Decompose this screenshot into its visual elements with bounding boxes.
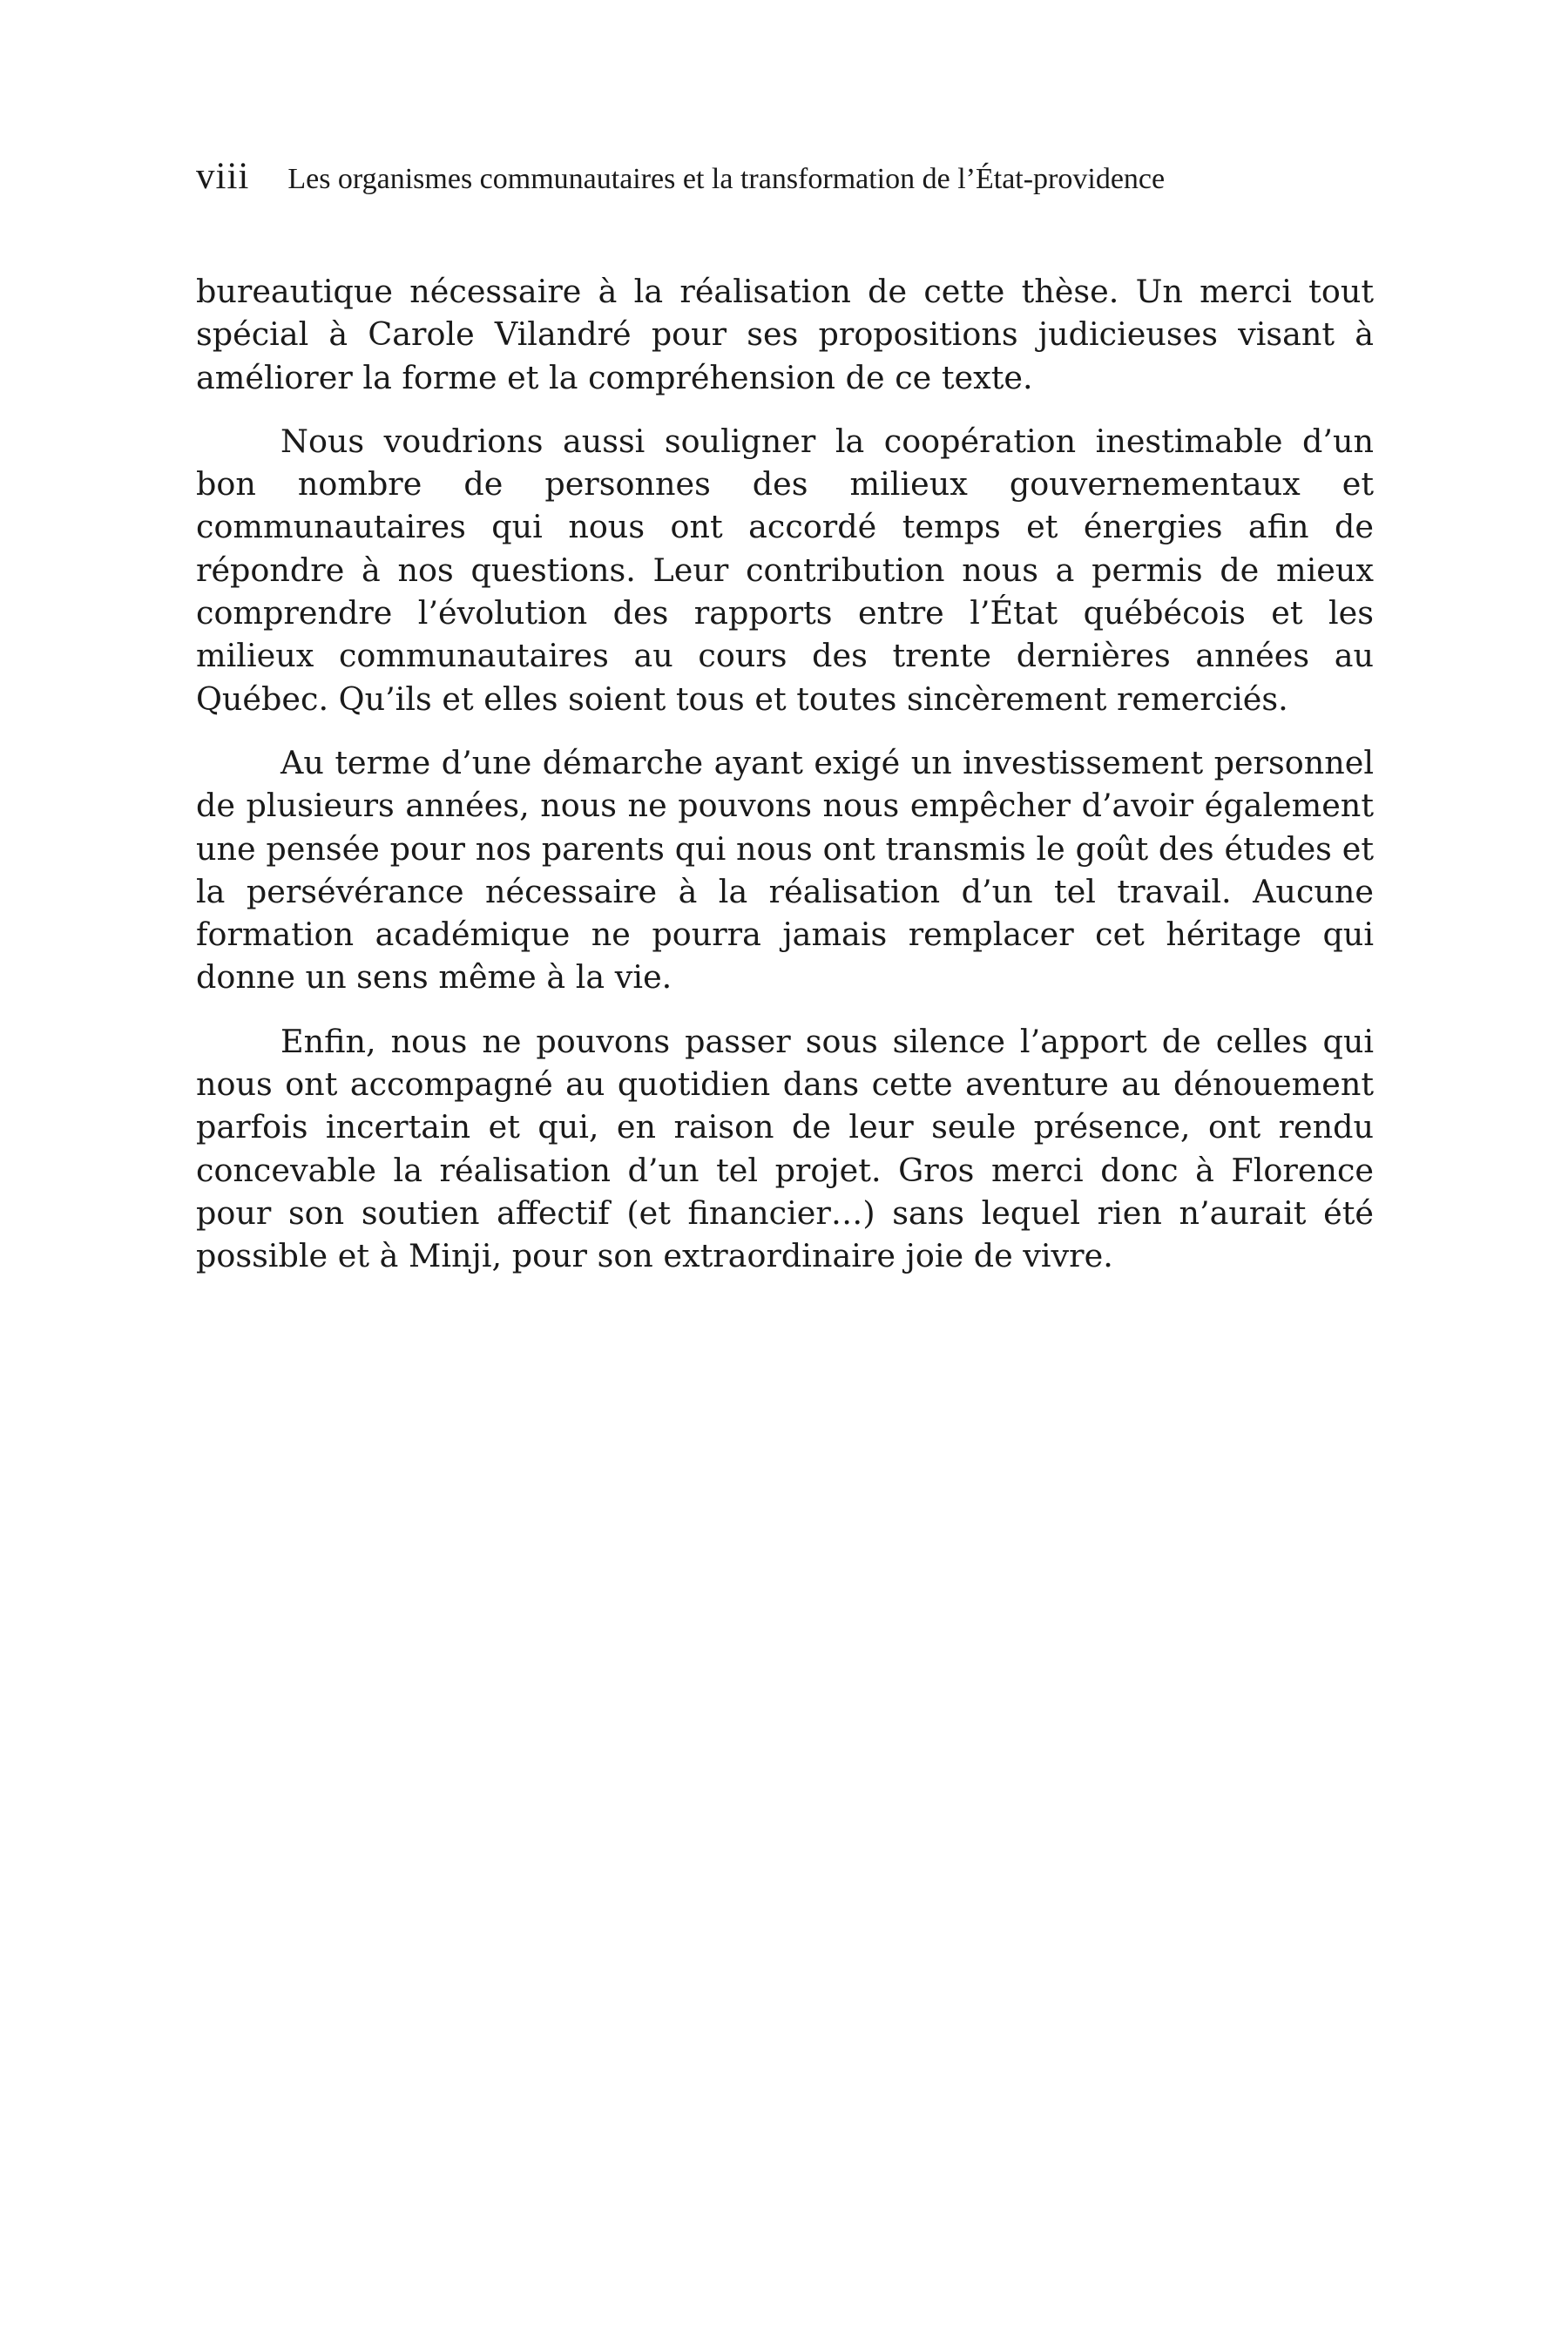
running-title: Les organismes communautaires et la transformation de l’État-providence [287, 163, 1166, 195]
paragraph-continued: bureautique nécessaire à la réalisation de cette thèse. Un merci tout spécial à Carole Vilandré pour ses propositions judicieuses visant à améliorer la forme et la compréhension de ce texte. [196, 273, 1374, 396]
body-text [196, 270, 1374, 1299]
page-number: viii [196, 156, 250, 197]
running-head [196, 155, 1381, 198]
paragraph-parents: Au terme d’une démarche ayant exigé un investissement personnel de plusieurs années, nous ne pouvons nous empêcher d’avoir également une pensée pour nos parents qui nous ont transmis le goût des études et la persévérance nécessaire à la réalisation d’un tel travail. Aucune formation académique ne pourra jamais remplacer cet héritage qui donne un sens même à la vie. [196, 743, 1374, 997]
paragraph-family: Enfin, nous ne pouvons passer sous silence l’apport de celles qui nous ont accompagné au quotidien dans cette aventure au dénouement parfois incertain et qui, en raison de leur seule présence, ont rendu concevable la réalisation d’un tel projet. Gros merci donc à Florence pour son soutien affectif (et financier…) sans lequel rien n’aurait été possible et à Minji, pour son extraordinaire joie de vivre. [196, 1022, 1374, 1275]
paragraph-cooperation: Nous voudrions aussi souligner la coopération inestimable d’un bon nombre de personnes des milieux gouvernementaux et communautaires qui nous ont accordé temps et énergies afin de répondre à nos questions. Leur contribution nous a permis de mieux comprendre l’évolution des rapports entre l’État québécois et les milieux communautaires au cours des trente dernières années au Québec. Qu’ils et elles soient tous et toutes sincèrement remerciés. [196, 422, 1374, 718]
